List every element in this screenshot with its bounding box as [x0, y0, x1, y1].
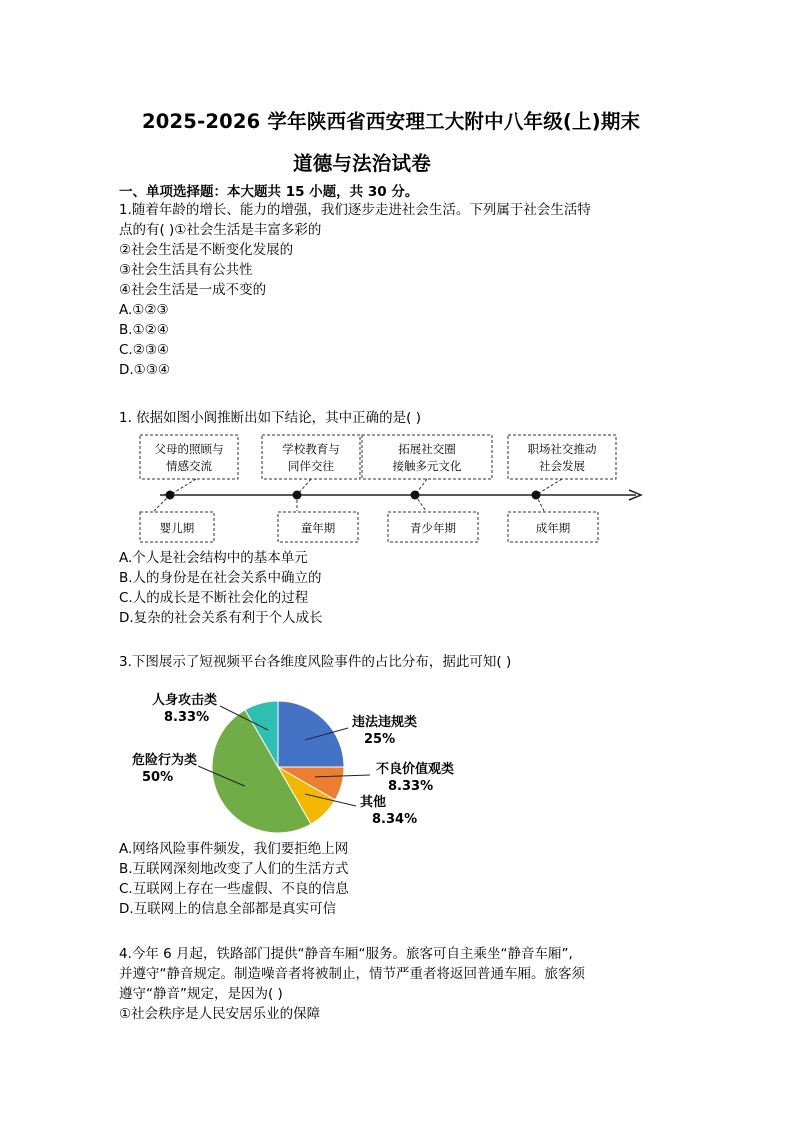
pie-value-label: 8.33%	[388, 779, 434, 794]
option-a: A.①②③	[119, 302, 169, 318]
question-stem: 并遵守“静音规定。制造噪音者将被制止，情节严重者将返回普通车厢。旅客须	[119, 966, 585, 982]
option-a: A.个人是社会结构中的基本单元	[119, 550, 308, 566]
question-2-options	[119, 548, 323, 628]
pie-value-label: 8.34%	[372, 812, 418, 827]
question-3-options	[119, 839, 349, 919]
timeline-stage-box	[508, 512, 598, 542]
growth-timeline-figure	[136, 433, 648, 548]
timeline-top-box	[508, 435, 616, 479]
statement: ①社会秩序是人民安居乐业的保障	[119, 1006, 321, 1022]
pie-value-label: 8.33%	[164, 710, 210, 725]
svg-text:成年期: 成年期	[535, 521, 571, 535]
svg-text:情感交流: 情感交流	[166, 459, 212, 473]
timeline-dot	[532, 491, 541, 500]
option-b: B.人的身份是在社会关系中确立的	[119, 570, 322, 586]
option-d: D.复杂的社会关系有利于个人成长	[119, 610, 323, 626]
exam-title-line1: 2025-2026 学年陕西省西安理工大附中八年级(上)期末	[142, 110, 641, 133]
timeline-top-box	[362, 435, 492, 479]
svg-text:接触多元文化: 接触多元文化	[392, 459, 462, 473]
risk-pie-chart	[120, 682, 480, 842]
pie-label: 不良价值观类	[376, 762, 455, 777]
timeline-dot	[166, 491, 175, 500]
statement: ③社会生活具有公共性	[119, 262, 253, 278]
question-2-stem: 1. 依据如图小阆推断出如下结论，其中正确的是( )	[119, 410, 421, 426]
timeline-stage-box	[278, 512, 358, 542]
timeline-stage-box	[388, 512, 478, 542]
svg-text:童年期: 童年期	[300, 521, 336, 535]
pie-label: 其他	[360, 795, 387, 810]
pie-label: 违法违规类	[352, 715, 418, 730]
pie-value-label: 25%	[364, 732, 396, 747]
option-d: D.①③④	[119, 362, 170, 378]
timeline-dot	[293, 491, 302, 500]
pie-value-label: 50%	[142, 770, 174, 785]
question-stem: 遵守“静音”规定，是因为( )	[119, 986, 283, 1002]
option-c: C.②③④	[119, 342, 170, 358]
timeline-dot	[411, 491, 420, 500]
exam-title-line2: 道德与法治试卷	[293, 152, 431, 175]
svg-text:拓展社交圈: 拓展社交圈	[398, 442, 456, 456]
option-b: B.互联网深刻地改变了人们的生活方式	[119, 861, 349, 877]
svg-text:父母的照顾与: 父母的照顾与	[154, 442, 224, 456]
svg-text:同伴交往: 同伴交往	[288, 459, 334, 473]
timeline-stage-box	[140, 512, 214, 542]
question-stem: 点的有( )①社会生活是丰富多彩的	[119, 222, 322, 238]
question-4	[119, 944, 585, 1024]
statement: ②社会生活是不断变化发展的	[119, 242, 294, 258]
option-b: B.①②④	[119, 322, 169, 338]
option-d: D.互联网上的信息全部都是真实可信	[119, 901, 337, 917]
pie-label: 危险行为类	[132, 753, 198, 768]
question-stem: 4.今年 6 月起，铁路部门提供“静音车厢“服务。旅客可自主乘坐“静音车厢”,	[119, 946, 573, 962]
pie-label: 人身攻击类	[152, 693, 218, 708]
timeline-top-box	[140, 435, 238, 479]
question-stem: 1.随着年龄的增长、能力的增强，我们逐步走进社会生活。下列属于社会生活特	[119, 202, 591, 218]
option-a: A.网络风险事件频发，我们要拒绝上网	[119, 841, 349, 857]
option-c: C.人的成长是不断社会化的过程	[119, 590, 309, 606]
timeline-top-box	[262, 435, 360, 479]
question-1	[119, 200, 591, 380]
svg-text:职场社交推动: 职场社交推动	[527, 442, 597, 456]
pie-slice	[278, 701, 344, 767]
svg-text:社会发展: 社会发展	[539, 459, 585, 473]
svg-text:学校教育与: 学校教育与	[282, 442, 340, 456]
option-c: C.互联网上存在一些虚假、不良的信息	[119, 881, 349, 897]
svg-text:青少年期: 青少年期	[410, 521, 456, 535]
question-3-stem: 3.下图展示了短视频平台各维度风险事件的占比分布，据此可知( )	[119, 654, 512, 670]
section-heading: 一、单项选择题：本大题共 15 小题，共 30 分。	[119, 184, 419, 200]
svg-text:婴儿期: 婴儿期	[159, 521, 195, 535]
statement: ④社会生活是一成不变的	[119, 282, 267, 298]
